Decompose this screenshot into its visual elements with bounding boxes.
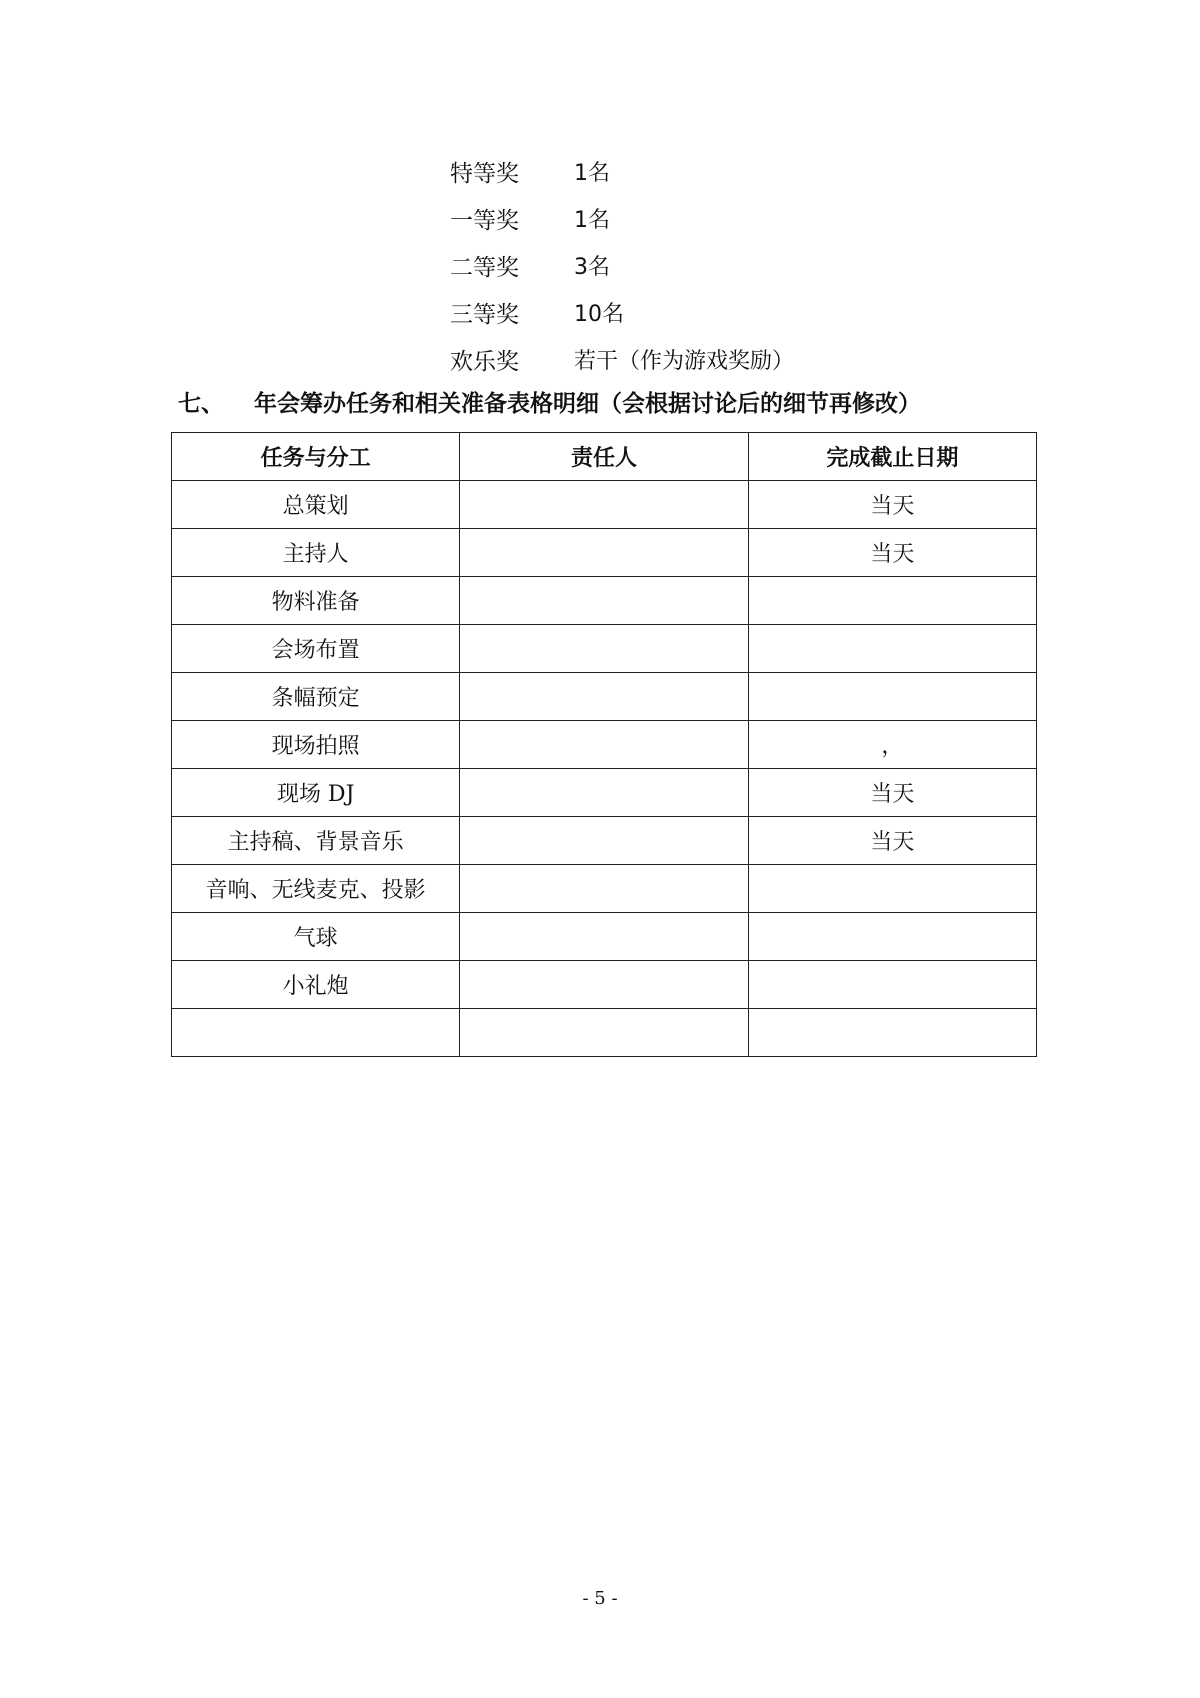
cell-owner (460, 961, 748, 1009)
prize-count: 1名 (574, 208, 610, 233)
cell-task: 现场 DJ (172, 769, 460, 817)
cell-deadline: ， (748, 721, 1036, 769)
cell-task: 主持人 (172, 529, 460, 577)
cell-task: 气球 (172, 913, 460, 961)
table-row (172, 913, 1037, 961)
cell-deadline: 当天 (748, 817, 1036, 865)
cell-owner (460, 625, 748, 673)
cell-owner (460, 865, 748, 913)
table-row (172, 961, 1037, 1009)
cell-owner (460, 913, 748, 961)
prize-count: 若干（作为游戏奖励） (574, 349, 795, 374)
cell-owner (460, 817, 748, 865)
cell-owner (460, 721, 748, 769)
table-header-row (172, 433, 1037, 481)
prize-row (450, 195, 794, 242)
cell-task: 会场布置 (172, 625, 460, 673)
cell-task (172, 1009, 460, 1057)
cell-deadline (748, 865, 1036, 913)
cell-deadline: 当天 (748, 529, 1036, 577)
task-table (171, 432, 1037, 1057)
prize-row (450, 289, 794, 336)
cell-task: 总策划 (172, 481, 460, 529)
table-row (172, 721, 1037, 769)
table-row (172, 817, 1037, 865)
table-row (172, 481, 1037, 529)
header-task: 任务与分工 (172, 433, 460, 481)
cell-owner (460, 1009, 748, 1057)
prize-name: 二等奖 (450, 255, 519, 281)
cell-deadline (748, 673, 1036, 721)
header-owner: 责任人 (460, 433, 748, 481)
header-deadline: 完成截止日期 (748, 433, 1036, 481)
prize-count: 1名 (574, 161, 610, 186)
cell-owner (460, 481, 748, 529)
prize-name: 欢乐奖 (450, 349, 519, 375)
cell-deadline: 当天 (748, 769, 1036, 817)
prize-row (450, 242, 794, 289)
cell-task: 现场拍照 (172, 721, 460, 769)
prize-count: 10名 (574, 302, 624, 327)
cell-task: 物料准备 (172, 577, 460, 625)
table-row (172, 865, 1037, 913)
prize-row (450, 336, 794, 383)
table-row (172, 673, 1037, 721)
cell-deadline: 当天 (748, 481, 1036, 529)
cell-deadline (748, 1009, 1036, 1057)
table-row (172, 1009, 1037, 1057)
cell-task: 音响、无线麦克、投影 (172, 865, 460, 913)
cell-deadline (748, 625, 1036, 673)
cell-deadline (748, 577, 1036, 625)
prize-name: 特等奖 (450, 161, 519, 187)
table-row (172, 577, 1037, 625)
cell-task: 小礼炮 (172, 961, 460, 1009)
section-title: 年会筹办任务和相关准备表格明细（会根据讨论后的细节再修改） (254, 391, 921, 417)
section-number: 七、 (178, 391, 224, 417)
cell-owner (460, 769, 748, 817)
cell-owner (460, 673, 748, 721)
cell-deadline (748, 961, 1036, 1009)
table-row (172, 769, 1037, 817)
prize-count: 3名 (574, 255, 610, 280)
cell-owner (460, 529, 748, 577)
cell-deadline (748, 913, 1036, 961)
prize-name: 三等奖 (450, 302, 519, 328)
cell-owner (460, 577, 748, 625)
prize-row (450, 148, 794, 195)
cell-task: 主持稿、背景音乐 (172, 817, 460, 865)
table-row (172, 625, 1037, 673)
prize-list (450, 148, 794, 383)
page-number: - 5 - (582, 1588, 618, 1609)
table-row (172, 529, 1037, 577)
section-heading (178, 385, 921, 418)
cell-task: 条幅预定 (172, 673, 460, 721)
prize-name: 一等奖 (450, 208, 519, 234)
